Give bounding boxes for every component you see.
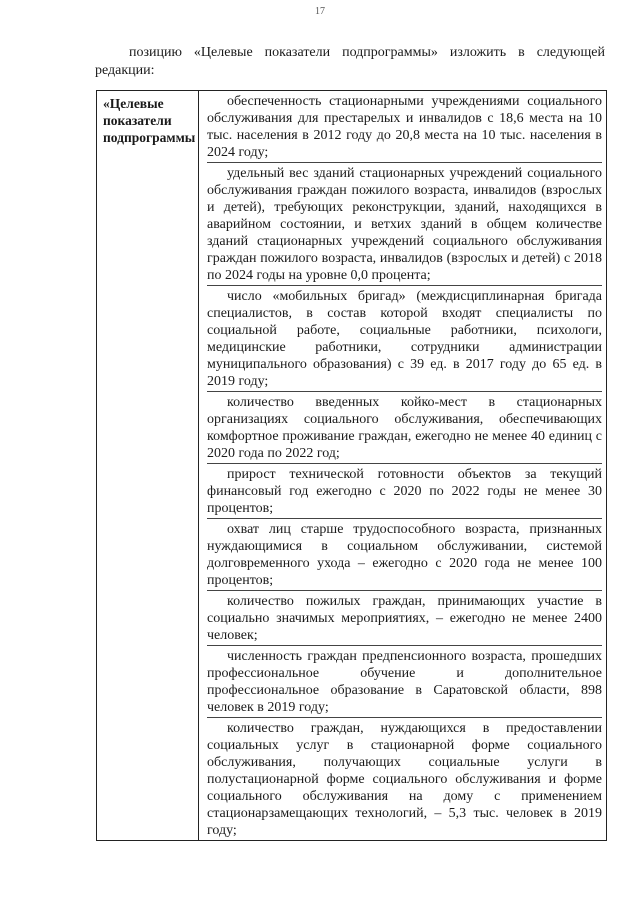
intro-paragraph: позицию «Целевые показатели подпрограммы» изложить в следующей редакции: — [95, 45, 605, 78]
indicator-item: охват лиц старше трудоспособного возраста, признанных нуждающимися в социальном обслуживании, системой долговременного ухода – ежегодно с 2020 года не менее 100 процентов; — [207, 519, 602, 591]
table-content-cell — [199, 91, 606, 840]
indicator-item: удельный вес зданий стационарных учреждений социального обслуживания граждан пожилого возраста, инвалидов (взрослых и детей), требующих реконструкции, зданий, находящихся в аварийном состоянии, и ветхих зданий в общем количестве зданий стационарных учреждений социального обслуживания граждан пожилого возраста, инвалидов (взрослых и детей) с 2018 по 2024 годы на уровне 0,0 процента; — [207, 163, 602, 286]
indicator-item: численность граждан предпенсионного возраста, прошедших профессиональное обучение и дополнительное профессиональное образование в Саратовской области, 898 человек в 2019 году; — [207, 646, 602, 718]
table-label-cell — [97, 91, 199, 840]
indicator-item: количество граждан, нуждающихся в предоставлении социальных услуг в стационарной форме социального обслуживания, получающих социальные услуги в полустационарной форме социального обслуживания и форме социального обслуживания на дому с применением стационарзамещающих технологий, – 5,3 тыс. человек в 2019 году; — [207, 721, 602, 838]
table-label: «Целевые показатели подпрограммы — [103, 96, 196, 145]
indicator-item: число «мобильных бригад» (междисциплинарная бригада специалистов, в состав которой входят специалисты по социальной работе, социальные работники, психологи, медицинские работники, сотрудники администрации муниципального образования) с 39 ед. в 2017 году до 65 ед. в 2019 году; — [207, 286, 602, 392]
indicator-item: прирост технической готовности объектов за текущий финансовый год ежегодно с 2020 по 2022 годы не менее 30 процентов; — [207, 464, 602, 519]
indicator-item: количество введенных койко-мест в стационарных организациях социального обслуживания, обеспечивающих комфортное проживание граждан, ежегодно не менее 40 единиц с 2020 года по 2022 год; — [207, 392, 602, 464]
indicator-item: количество пожилых граждан, принимающих участие в социально значимых мероприятиях, – ежегодно не менее 2400 человек; — [207, 591, 602, 646]
target-indicators-table — [96, 90, 607, 841]
page-number: 17 — [315, 6, 325, 17]
indicator-item: обеспеченность стационарными учреждениями социального обслуживания для престарелых и инвалидов с 18,6 места на 10 тыс. населения в 2012 году до 20,8 места на 10 тыс. населения в 2024 году; — [207, 91, 602, 163]
